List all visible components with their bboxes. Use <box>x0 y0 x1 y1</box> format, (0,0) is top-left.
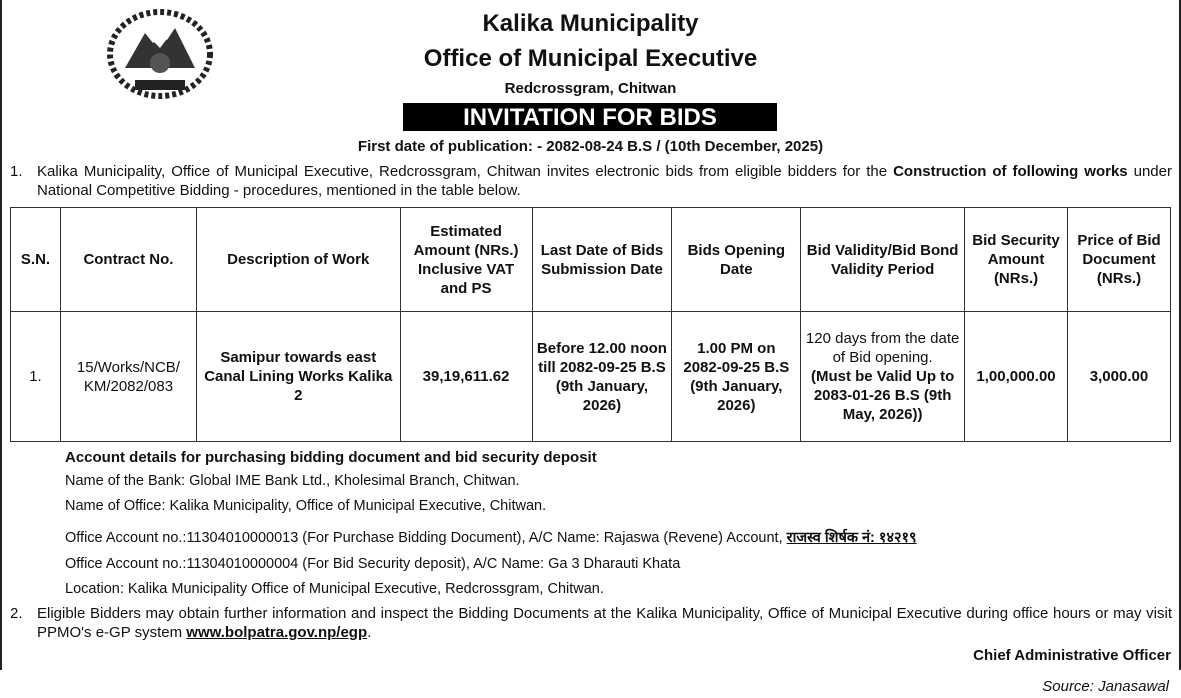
col-header: S.N. <box>11 208 61 312</box>
para1-text: Kalika Municipality, Office of Municipal Executive, Redcrossgram, Chitwan invites electronic bids from eligible bidders for the <box>37 163 894 180</box>
col-header: Contract No. <box>60 208 196 312</box>
validity-note: (Must be Valid Up to 2083-01-26 B.S (9th May, 2026)) <box>810 368 955 423</box>
cell-price: 3,000.00 <box>1068 312 1171 442</box>
cell-amount: 39,19,611.62 <box>400 312 532 442</box>
paragraph-1 <box>10 162 1172 200</box>
cell-submission: Before 12.00 noon till 2082-09-25 B.S (9th January, 2026) <box>532 312 672 442</box>
signature: Chief Administrative Officer <box>973 647 1171 664</box>
source: Source: Janasawal <box>1042 678 1169 695</box>
paragraph-2 <box>10 604 1172 642</box>
cell-contract: 15/Works/NCB/ KM/2082/083 <box>60 312 196 442</box>
para2-text: Eligible Bidders may obtain further information and inspect the Bidding Documents at the Kalika Municipality, Office of Municipal Executive during office hours or may visit PPMO's e-GP system <box>37 605 1172 641</box>
account-no-1 <box>65 527 917 547</box>
col-header: Bid Security Amount (NRs.) <box>965 208 1068 312</box>
para-number: 1. <box>10 163 23 180</box>
account-title: Account details for purchasing bidding document and bid security deposit <box>65 449 597 466</box>
notice-title: INVITATION FOR BIDS <box>403 103 777 131</box>
col-header: Bids Opening Date <box>672 208 801 312</box>
publication-date: First date of publication: - 2082-08-24 B.S / (10th December, 2025) <box>357 138 824 155</box>
account-no-2: Office Account no.:11304010000004 (For Bid Security deposit), A/C Name: Ga 3 Dharauti Khata <box>65 556 681 572</box>
para1-bold: Construction of following works <box>893 163 1128 180</box>
cell-opening: 1.00 PM on 2082-09-25 B.S (9th January, 2026) <box>672 312 801 442</box>
table-header-row <box>11 208 1171 312</box>
para2-end: . <box>367 624 372 641</box>
cell-security: 1,00,000.00 <box>965 312 1068 442</box>
cell-sn: 1. <box>11 312 61 442</box>
account-office: Name of Office: Kalika Municipality, Office of Municipal Executive, Chitwan. <box>65 498 547 514</box>
acc1-text: Office Account no.:11304010000013 (For Purchase Bidding Document), A/C Name: Rajaswa (Revene) Account, <box>65 530 787 546</box>
bids-table <box>10 207 1171 442</box>
col-header: Estimated Amount (NRs.) Inclusive VAT and PS <box>400 208 532 312</box>
para1-text-end: under National Competitive Bidding - procedures, mentioned in the table below. <box>37 163 1172 199</box>
col-header: Price of Bid Document (NRs.) <box>1068 208 1171 312</box>
org-name: Kalika Municipality <box>482 10 699 37</box>
cell-validity <box>801 312 965 442</box>
col-header: Bid Validity/Bid Bond Validity Period <box>801 208 965 312</box>
account-bank: Name of the Bank: Global IME Bank Ltd., Kholesimal Branch, Chitwan. <box>65 473 520 489</box>
para-number: 2. <box>10 605 23 622</box>
revenue-head: राजस्व शिर्षक नं: १४२१९ <box>786 530 917 546</box>
table-row <box>11 312 1171 442</box>
account-location: Location: Kalika Municipality Office of Municipal Executive, Redcrossgram, Chitwan. <box>65 581 604 597</box>
col-header: Description of Work <box>196 208 400 312</box>
office-name: Office of Municipal Executive <box>423 45 758 72</box>
egp-link[interactable]: www.bolpatra.gov.np/egp <box>186 624 368 641</box>
cell-description: Samipur towards east Canal Lining Works Kalika 2 <box>196 312 400 442</box>
col-header: Last Date of Bids Submission Date <box>532 208 672 312</box>
validity-text: 120 days from the date of Bid opening. <box>805 330 960 366</box>
address: Redcrossgram, Chitwan <box>504 80 677 97</box>
